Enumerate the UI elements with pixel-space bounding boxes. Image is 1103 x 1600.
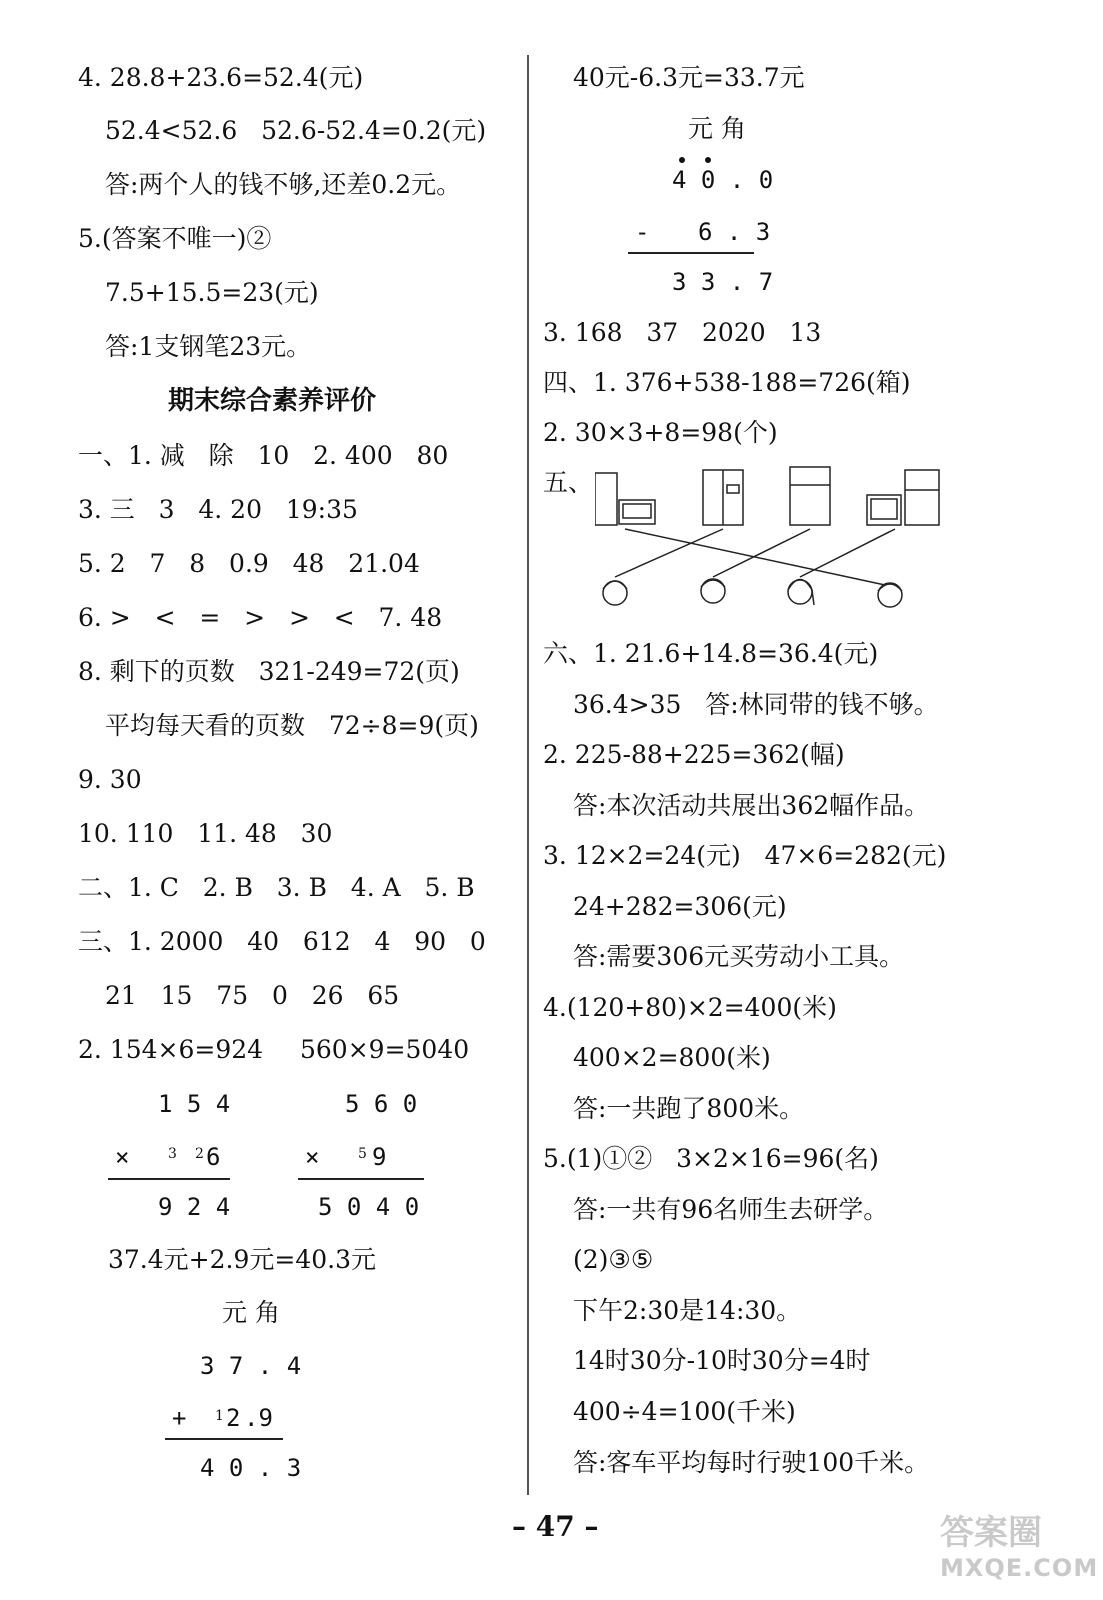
fridge-icon [905,470,939,525]
vertical-calc-operand: .9 [244,1404,273,1432]
watermark-title: 答案圈 [940,1513,1042,1553]
match-line [615,529,723,577]
answer-line: 10. 110 11. 48 30 [78,819,333,848]
answer-line: 400×2=800(米) [573,1043,771,1072]
vertical-calc-result: 3 3 . 7 [672,268,774,296]
column-divider [527,55,529,1495]
answer-line: 7.5+15.5=23(元) [105,278,319,307]
calc-rule [108,1178,230,1180]
child-face-icon [878,583,902,607]
vertical-calc-operator: × [305,1143,320,1171]
calc-rule [298,1178,424,1180]
answer-line: 一、1. 减 除 10 2. 400 80 [78,441,449,470]
vertical-calc-operand: 6 . 3 [698,218,771,246]
vertical-calc-operand: 1 5 4 [158,1090,231,1118]
unit-header: 元 角 [688,114,746,143]
match-line [713,529,810,577]
watermark-url: MXQE.COM [940,1554,1099,1582]
answer-line: 3. 168 37 2020 13 [543,318,822,347]
vertical-calc-operand: 6 [206,1143,221,1171]
answer-line: 40元-6.3元=33.7元 [573,63,805,92]
answer-line: 2. 30×3+8=98(个) [543,418,778,447]
calc-rule [628,252,754,254]
answer-line: 400÷4=100(千米) [573,1397,796,1426]
answer-line: 二、1. C 2. B 3. B 4. A 5. B [78,873,475,902]
tall-fridge-icon [790,467,830,525]
borrow-dot [705,157,711,163]
vertical-calc-operand: 2 [226,1404,241,1432]
vertical-calc-operand: 5 6 0 [345,1090,418,1118]
answer-line: 4.(120+80)×2=400(米) [543,993,837,1022]
answer-line: 21 15 75 0 26 65 [105,981,400,1010]
vertical-calc-result: 9 2 4 [158,1193,231,1221]
answer-line: 6. > < = > > < 7. 48 [78,603,443,632]
vertical-calc-result: 5 0 4 0 [318,1193,420,1221]
answer-line: 3. 三 3 4. 20 19:35 [78,495,358,524]
answer-line: 答:一共有96名师生去研学。 [573,1195,889,1224]
child-face-icon [701,579,725,603]
answer-line: 答:1支钢笔23元。 [105,332,312,361]
answer-line: 37.4元+2.9元=40.3元 [108,1245,376,1274]
carry-digit: 1 [215,1408,224,1424]
answer-line: 答:客车平均每时行驶100千米。 [573,1448,930,1477]
carry-digit: 2 [195,1146,204,1162]
child-face-icon [603,581,627,605]
page-number: – 47 – [512,1510,599,1543]
answer-line: 答:本次活动共展出362幅作品。 [573,791,930,820]
match-line [800,529,895,577]
vertical-calc-operator: + [172,1404,187,1432]
answer-line: 52.4<52.6 52.6-52.4=0.2(元) [105,116,487,145]
vertical-calc-operator: × [115,1143,130,1171]
answer-line: 四、1. 376+538-188=726(箱) [543,368,911,397]
borrow-dot [679,157,685,163]
answer-line: (2)③⑤ [573,1245,654,1274]
matching-figure [595,465,955,620]
computer-tower-icon [595,473,617,525]
answer-line: 2. 225-88+225=362(幅) [543,740,845,769]
answer-line: 2. 154×6=924 [78,1035,264,1064]
answer-line: 下午2:30是14:30。 [573,1296,802,1325]
carry-digit: 5 [358,1146,367,1162]
vertical-calc-operand: 3 7 . 4 [200,1352,302,1380]
answer-line: 5.(答案不唯一)② [78,224,272,253]
child-face-icon [788,580,814,606]
answer-line: 14时30分-10时30分=4时 [573,1346,871,1375]
answer-line: 560×9=5040 [300,1035,470,1064]
answer-line: 六、1. 21.6+14.8=36.4(元) [543,639,879,668]
unit-header: 元 角 [222,1298,280,1327]
vertical-calc-operand: 4 0 . 0 [672,166,774,194]
answer-line: 9. 30 [78,765,142,794]
answer-line: 36.4>35 答:林同带的钱不够。 [573,690,939,719]
vertical-calc-result: 4 0 . 3 [200,1454,302,1482]
answer-line: 答:两个人的钱不够,还差0.2元。 [105,170,462,199]
watermark-logo [940,1505,1098,1582]
answer-line: 三、1. 2000 40 612 4 90 0 [78,927,486,956]
carry-digit: 3 [168,1146,177,1162]
answer-line: 5. 2 7 8 0.9 48 21.04 [78,549,420,578]
answer-line: 答:一共跑了800米。 [573,1094,805,1123]
answer-line: 3. 12×2=24(元) 47×6=282(元) [543,841,947,870]
answer-line: 24+282=306(元) [573,892,787,921]
answer-line: 4. 28.8+23.6=52.4(元) [78,63,364,92]
answer-line: 5.(1)①② 3×2×16=96(名) [543,1144,879,1173]
section-heading: 期末综合素养评价 [168,386,377,416]
vertical-calc-operand: 9 [372,1143,387,1171]
answer-line: 8. 剩下的页数 321-249=72(页) [78,657,460,686]
vertical-calc-operator: - [635,218,650,246]
answer-line: 五、 [543,468,594,497]
calc-rule [165,1438,283,1440]
answer-line: 答:需要306元买劳动小工具。 [573,942,905,971]
answer-line: 平均每天看的页数 72÷8=9(页) [105,711,479,740]
